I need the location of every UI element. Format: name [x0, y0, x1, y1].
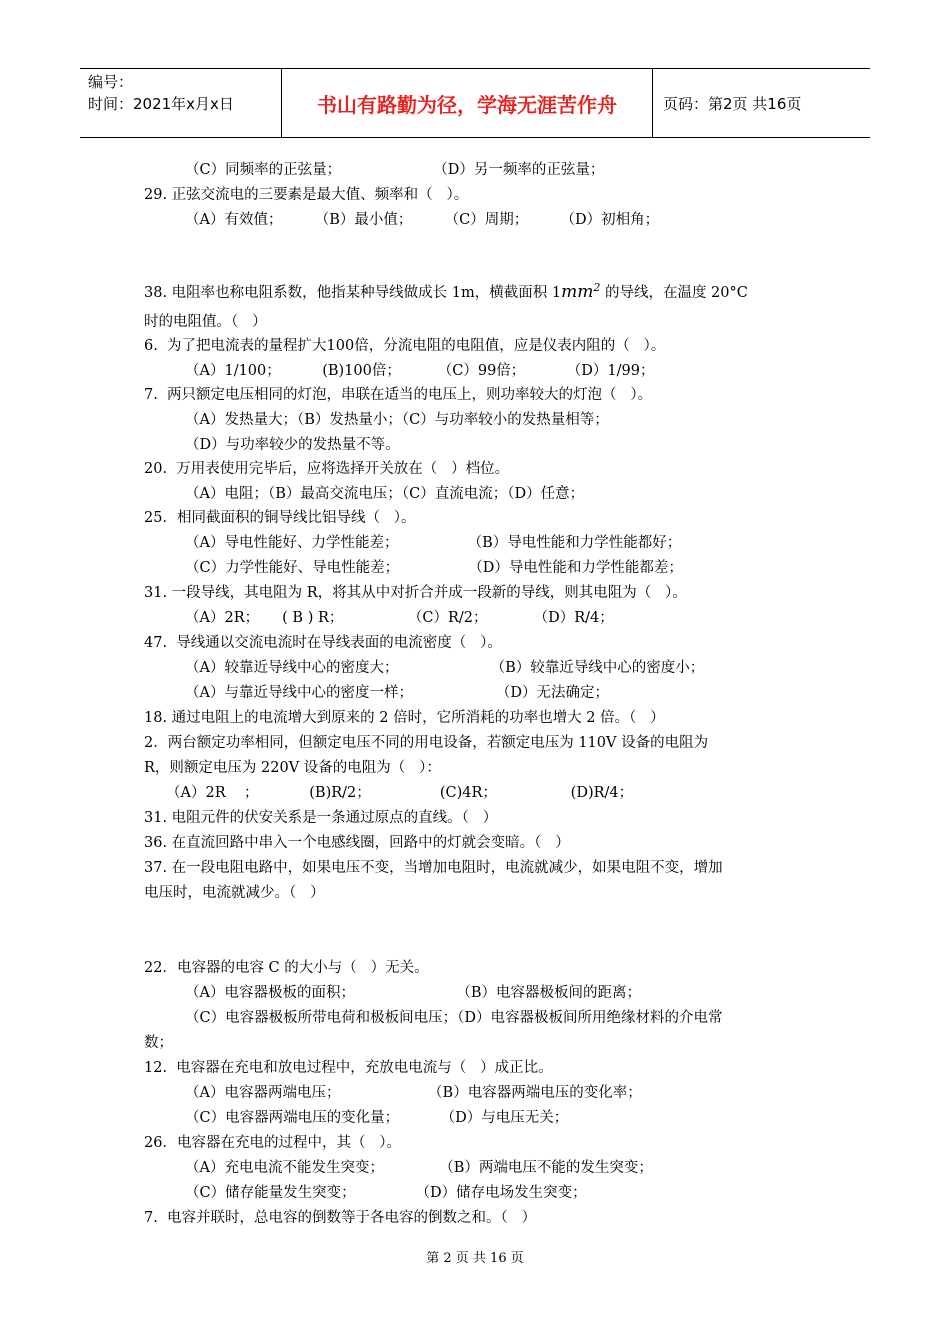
question-line: 26．电容器在充电的过程中，其（ ）。 [144, 1135, 402, 1151]
question-line: （C）电容器极板所带电荷和极板间电压；（D）电容器极板间所用绝缘材料的介电常 [185, 1010, 723, 1026]
question-line: 电压时，电流就减少。（ ） [144, 885, 325, 901]
question-line: 18. 通过电阻上的电流增大到原来的 2 倍时，它所消耗的功率也增大 2 倍。（ ） [144, 710, 665, 726]
question-line: 12. 电容器在充电和放电过程中，充放电电流与（ ）成正比。 [144, 1060, 553, 1076]
question-line: （A）2R ； (B)R/2； (C)4R； (D)R/4； [166, 785, 634, 801]
header-meta [80, 69, 281, 137]
question-text: 38. 电阻率也称电阻系数，他指某种导线做成长 1m，横截面积 1 [144, 284, 562, 301]
question-line: （A）导电性能好、力学性能差； （B）导电性能和力学性能都好； [185, 535, 682, 551]
question-line: 47. 导线通以交流电流时在导线表面的电流密度（ ）。 [144, 635, 502, 651]
question-line: （A）发热量大；（B）发热量小；（C）与功率较小的发热量相等； [185, 412, 609, 428]
question-line: 22．电容器的电容 C 的大小与（ ）无关。 [144, 960, 429, 976]
question-line: 31. 电阻元件的伏安关系是一条通过原点的直线。（ ） [144, 810, 498, 826]
question-text: 的导线，在温度 20°C [600, 284, 748, 301]
header-motto: 书山有路勤为径，学海无涯苦作舟 [281, 69, 653, 137]
question-line: （A）充电电流不能发生突变； （B）两端电压不能的发生突变； [185, 1160, 653, 1176]
question-line: 6. 为了把电流表的量程扩大100倍，分流电阻的电阻值，应是仪表内阻的（ ）。 [144, 338, 666, 354]
question-line: （C）同频率的正弦量； （D）另一频率的正弦量； [185, 162, 605, 178]
header-page-info: 页码：第2页 共16页 [663, 94, 802, 113]
question-line: 时的电阻值。（ ） [144, 314, 267, 330]
question-line: 7. 两只额定电压相同的灯泡，串联在适当的电压上，则功率较大的灯泡（ ）。 [144, 387, 653, 403]
document-date: 时间：2021年x月x日 [88, 95, 234, 113]
question-line: （C）储存能量发生突变； （D）储存电场发生突变； [185, 1185, 587, 1201]
question-line: 2．两台额定功率相同，但额定电压不同的用电设备，若额定电压为 110V 设备的电阻为 [144, 735, 709, 751]
question-line: 25．相同截面积的铜导线比铝导线（ ）。 [144, 510, 416, 526]
question-line: 29. 正弦交流电的三要素是最大值、频率和（ ）。 [144, 187, 469, 203]
question-line: （D）与功率较少的发热量不等。 [185, 437, 400, 453]
question-line: 36. 在直流回路中串入一个电感线圈，回路中的灯就会变暗。（ ） [144, 835, 570, 851]
question-line: （A）电阻；（B）最高交流电压；（C）直流电流；（D）任意； [185, 486, 585, 502]
page-footer: 第 2 页 共 16 页 [426, 1251, 524, 1266]
question-line: （A）2R； ( B ) R； （C）R/2； （D）R/4； [185, 610, 614, 626]
question-line: （A）电容器两端电压； （B）电容器两端电压的变化率； [185, 1085, 642, 1101]
page-header [80, 68, 870, 138]
question-line: 37. 在一段电阻电路中，如果电压不变，当增加电阻时，电流就减少，如果电阻不变，增加 [144, 860, 723, 876]
question-line: （A）有效值； （B）最小值； （C）周期； （D）初相角； [185, 212, 660, 228]
question-line: （C）电容器两端电压的变化量； （D）与电压无关； [185, 1110, 569, 1126]
question-line: 7. 电容并联时，总电容的倒数等于各电容的倒数之和。（ ） [144, 1210, 537, 1226]
question-line: 31. 一段导线，其电阻为 R，将其从中对折合并成一段新的导线，则其电阻为（ ）。 [144, 585, 687, 601]
question-line [144, 278, 748, 303]
question-line: 20. 万用表使用完毕后，应将选择开关放在（ ）档位。 [144, 461, 510, 477]
document-number-label: 编号： [88, 73, 134, 91]
question-line: （A）较靠近导线中心的密度大； （B）较靠近导线中心的密度小； [185, 660, 705, 676]
question-line: （A）与靠近导线中心的密度一样； （D）无法确定； [185, 685, 610, 701]
question-line: R，则额定电压为 220V 设备的电阻为（ ）： [144, 760, 441, 776]
question-line: （C）力学性能好、导电性能差； （D）导电性能和力学性能都差； [185, 560, 683, 576]
question-line: （A）电容器极板的面积； （B）电容器极板间的距离； [185, 985, 642, 1001]
question-line: （A）1/100； (B)100倍； （C）99倍； （D）1/99； [185, 363, 655, 379]
unit-exponent: 2 [593, 281, 601, 294]
question-line: 数； [144, 1035, 173, 1051]
unit-symbol: mm [561, 281, 594, 302]
